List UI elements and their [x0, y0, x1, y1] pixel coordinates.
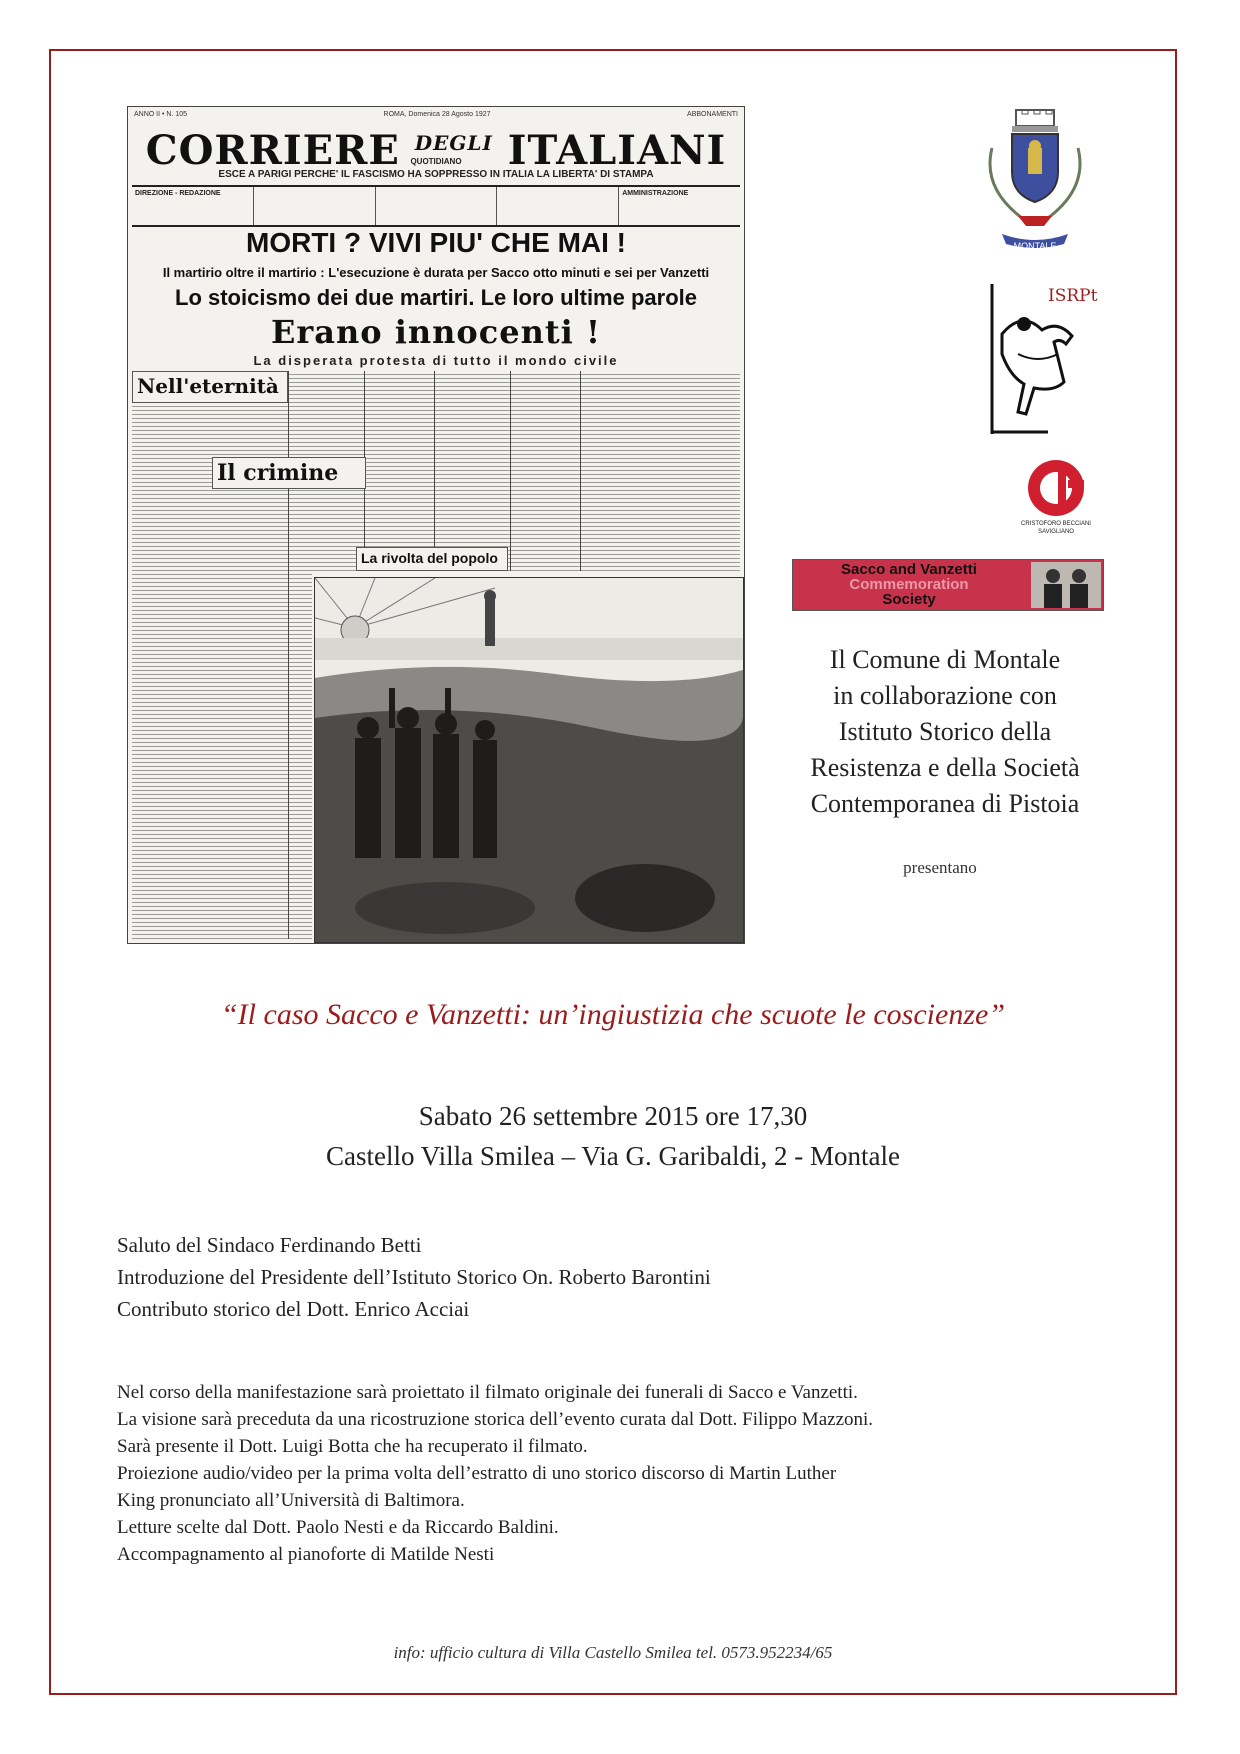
event-date: Sabato 26 settembre 2015 ore 17,30: [418, 1101, 808, 1131]
program-line: La visione sarà preceduta da una ricostruzione storica dell’evento curata dal Dott. Filippo Mazzoni.: [117, 1409, 874, 1430]
sacco-vanzetti-photo: [1031, 562, 1101, 608]
headline-protest: La disperata protesta di tutto il mondo civile: [253, 353, 619, 368]
speaker-line: Contributo storico del Dott. Enrico Acciai: [117, 1297, 470, 1321]
section-box: [132, 371, 288, 403]
column-rule: [580, 371, 581, 571]
presentano-label: presentano: [903, 858, 977, 877]
masthead-right: ITALIANI: [507, 127, 727, 174]
sacco-vanzetti-society-banner: [792, 559, 1104, 611]
headline-stoicism: Lo stoicismo dei due martiri. Le loro ultime parole: [175, 285, 697, 310]
masthead-small: DEGLI: [414, 131, 493, 155]
presenters-line: Istituto Storico della: [838, 717, 1052, 746]
infobar-cell: AMMINISTRAZIONE: [622, 190, 689, 197]
montale-caption: MONTALE: [1013, 241, 1057, 251]
program-line: Letture scelte dal Dott. Paolo Nesti e da Riccardo Baldini.: [117, 1517, 559, 1538]
banner-line-1: Sacco and Vanzetti: [841, 561, 977, 578]
red-circle-emblem-icon: [1024, 458, 1088, 522]
isrpt-logo: [988, 284, 1098, 436]
speakers-list: [117, 1229, 711, 1325]
infobar-cell: [497, 187, 619, 225]
cristoforo-caption: CRISTOFORO BECCIANI SAVIGLIANO: [1021, 521, 1091, 535]
info-footer: info: ufficio cultura di Villa Castello Smilea tel. 0573.952234/65: [393, 1643, 833, 1662]
program-description: [117, 1379, 1117, 1568]
newspaper-infobar: [132, 185, 740, 227]
section-box: [356, 547, 508, 571]
newspaper-text-columns-lower: [132, 571, 312, 939]
column-rule: [510, 371, 511, 571]
dateline-center: ROMA, Domenica 28 Agosto 1927: [383, 111, 491, 118]
dateline-right: ABBONAMENTI: [687, 111, 738, 118]
banner-line-2: Commemoration: [849, 576, 969, 593]
presenters-block: [760, 642, 1130, 822]
newspaper-front-page: [127, 106, 745, 944]
crowd-illustration-svg: [315, 578, 743, 942]
presenters-line: Il Comune di Montale: [829, 645, 1061, 674]
headline-sub: Il martirio oltre il martirio : L'esecuzione è durata per Sacco otto minuti e sei per Vanzetti: [162, 265, 710, 280]
masthead-left: CORRIERE: [145, 127, 400, 174]
event-title: “Il caso Sacco e Vanzetti: un’ingiustizia che scuote le coscienze”: [221, 998, 1005, 1031]
isrpt-label: ISRPt: [1048, 286, 1098, 306]
coat-of-arms-icon: [982, 108, 1088, 256]
program-line: Sarà presente il Dott. Luigi Botta che ha recuperato il filmato.: [117, 1436, 588, 1457]
two-men-photo-icon: [1031, 562, 1101, 608]
section-revolt: La rivolta del popolo: [361, 550, 498, 566]
dateline-left: ANNO II • N. 105: [134, 111, 188, 118]
program-line: King pronunciato all’Università di Baltimora.: [117, 1490, 465, 1511]
cristoforo-becciani-logo: [1021, 458, 1091, 538]
column-rule: [434, 371, 435, 571]
event-place: Castello Villa Smilea – Via G. Garibaldi, 2 - Montale: [326, 1141, 900, 1171]
infobar-cell: DIREZIONE - REDAZIONE: [132, 187, 254, 225]
program-line: Nel corso della manifestazione sarà proiettato il filmato originale dei funerali di Sacco e Vanzetti.: [117, 1382, 858, 1403]
section-eternity: Nell'eternità: [137, 374, 279, 398]
banner-line-3: Society: [882, 591, 936, 608]
headline-innocent: Erano innocenti !: [271, 313, 601, 351]
section-crime: Il crimine: [217, 460, 339, 486]
section-box: [212, 457, 366, 489]
infobar-cell: [376, 187, 498, 225]
presenters-line: in collaborazione con: [833, 681, 1057, 710]
newspaper-motto: ESCE A PARIGI PERCHE' IL FASCISMO HA SOPPRESSO IN ITALIA LA LIBERTA' DI STAMPA: [218, 169, 654, 180]
headline-main: MORTI ? VIVI PIU' CHE MAI !: [246, 227, 626, 258]
montale-coat-of-arms-logo: [982, 108, 1088, 256]
sacco-vanzetti-banner-text: [799, 562, 1019, 607]
speaker-line: Introduzione del Presidente dell’Istituto Storico On. Roberto Barontini: [117, 1265, 711, 1289]
masthead-subtitle: QUOTIDIANO: [410, 157, 462, 166]
speaker-line: Saluto del Sindaco Ferdinando Betti: [117, 1233, 422, 1257]
program-line: Proiezione audio/video per la prima volta dell’estratto di uno storico discorso di Martin Luther: [117, 1463, 837, 1484]
event-when: [60, 1096, 1166, 1176]
presenters-line: Resistenza e della Società: [810, 753, 1080, 782]
funeral-illustration: [314, 577, 744, 943]
infobar-cell: [254, 187, 376, 225]
program-line: Accompagnamento al pianoforte di Matilde Nesti: [117, 1544, 495, 1565]
newspaper-dateline: [134, 111, 738, 121]
horseman-icon: [988, 284, 1088, 436]
presenters-line: Contemporanea di Pistoia: [810, 789, 1080, 818]
